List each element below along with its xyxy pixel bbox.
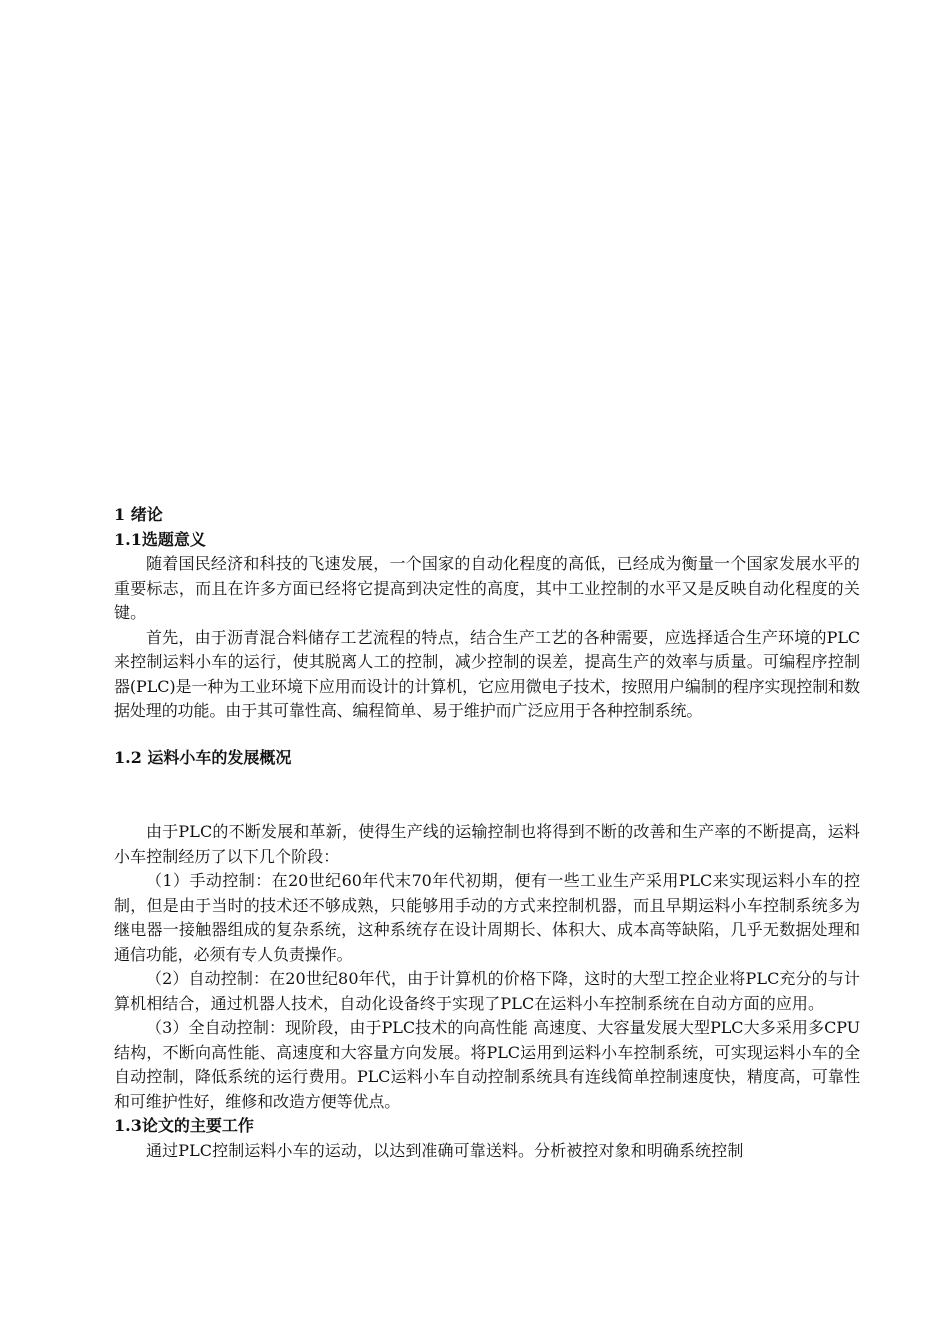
section-1-3-title: 1.3论文的主要工作 bbox=[114, 1116, 254, 1135]
section-1-1-paragraph-2: 首先，由于沥青混合料储存工艺流程的特点，结合生产工艺的各种需要，应选择适合生产环境的PLC来控制运料小车的运行，使其脱离人工的控制，减少控制的误差，提高生产的效率与质量。可编程序控制器(PLC)是一种为工业环境下应用而设计的计算机，它应用微电子技术，按照用户编制的程序实现控制和数据处理的功能。由于其可靠性高、编程简单、易于维护而广泛应用于各种控制系统。 bbox=[114, 627, 860, 720]
section-1-2-paragraph-3: （2）自动控制：在20世纪80年代，由于计算机的价格下降，这时的大型工控企业将PLC充分的与计算机相结合，通过机器人技术，自动化设备终于实现了PLC在运料小车控制系统在自动方面的应用。 bbox=[114, 969, 860, 1013]
section-1-2-title: 1.2 运料小车的发展概况 bbox=[114, 747, 292, 767]
chapter-heading: 1 绪论 bbox=[114, 505, 163, 524]
section-1-2-paragraph-1: 由于PLC的不断发展和革新，使得生产线的运输控制也将得到不断的改善和生产率的不断提高，运料小车控制经历了以下几个阶段： bbox=[114, 822, 860, 866]
spacer bbox=[114, 770, 860, 820]
section-1-2-paragraph-2: （1）手动控制：在20世纪60年代末70年代初期，便有一些工业生产采用PLC来实现运料小车的控制，但是由于当时的技术还不够成熟，只能够用手动的方式来控制机器，而且早期运料小车控制系统多为继电器一接触器组成的复杂系统，这种系统存在设计周期长、体积大、成本高等缺陷，几乎无数据处理和通信功能，必须有专人负责操作。 bbox=[114, 871, 860, 964]
section-1-2-paragraph-4: （3）全自动控制：现阶段，由于PLC技术的向高性能 高速度、大容量发展大型PLC大多采用多CPU结构，不断向高性能、高速度和大容量方向发展。将PLC运用到运料小车控制系统，可实现运料小车的全自动控制，降低系统的运行费用。PLC运料小车自动控制系统具有连线简单控制速度快，精度高，可靠性和可维护性好，维修和改造方便等优点。 bbox=[114, 1018, 860, 1111]
section-1-1-title: 1.1选题意义 bbox=[114, 529, 206, 549]
section-1-3-paragraph-1: 通过PLC控制运料小车的运动，以达到准确可靠送料。分析被控对象和明确系统控制 bbox=[146, 1140, 744, 1160]
document-page bbox=[114, 503, 860, 1163]
spacer bbox=[114, 724, 860, 746]
section-1-1-paragraph-1: 随着国民经济和科技的飞速发展，一个国家的自动化程度的高低，已经成为衡量一个国家发展水平的重要标志，而且在许多方面已经将它提高到决定性的高度，其中工业控制的水平又是反映自动化程度的关键。 bbox=[114, 554, 860, 622]
